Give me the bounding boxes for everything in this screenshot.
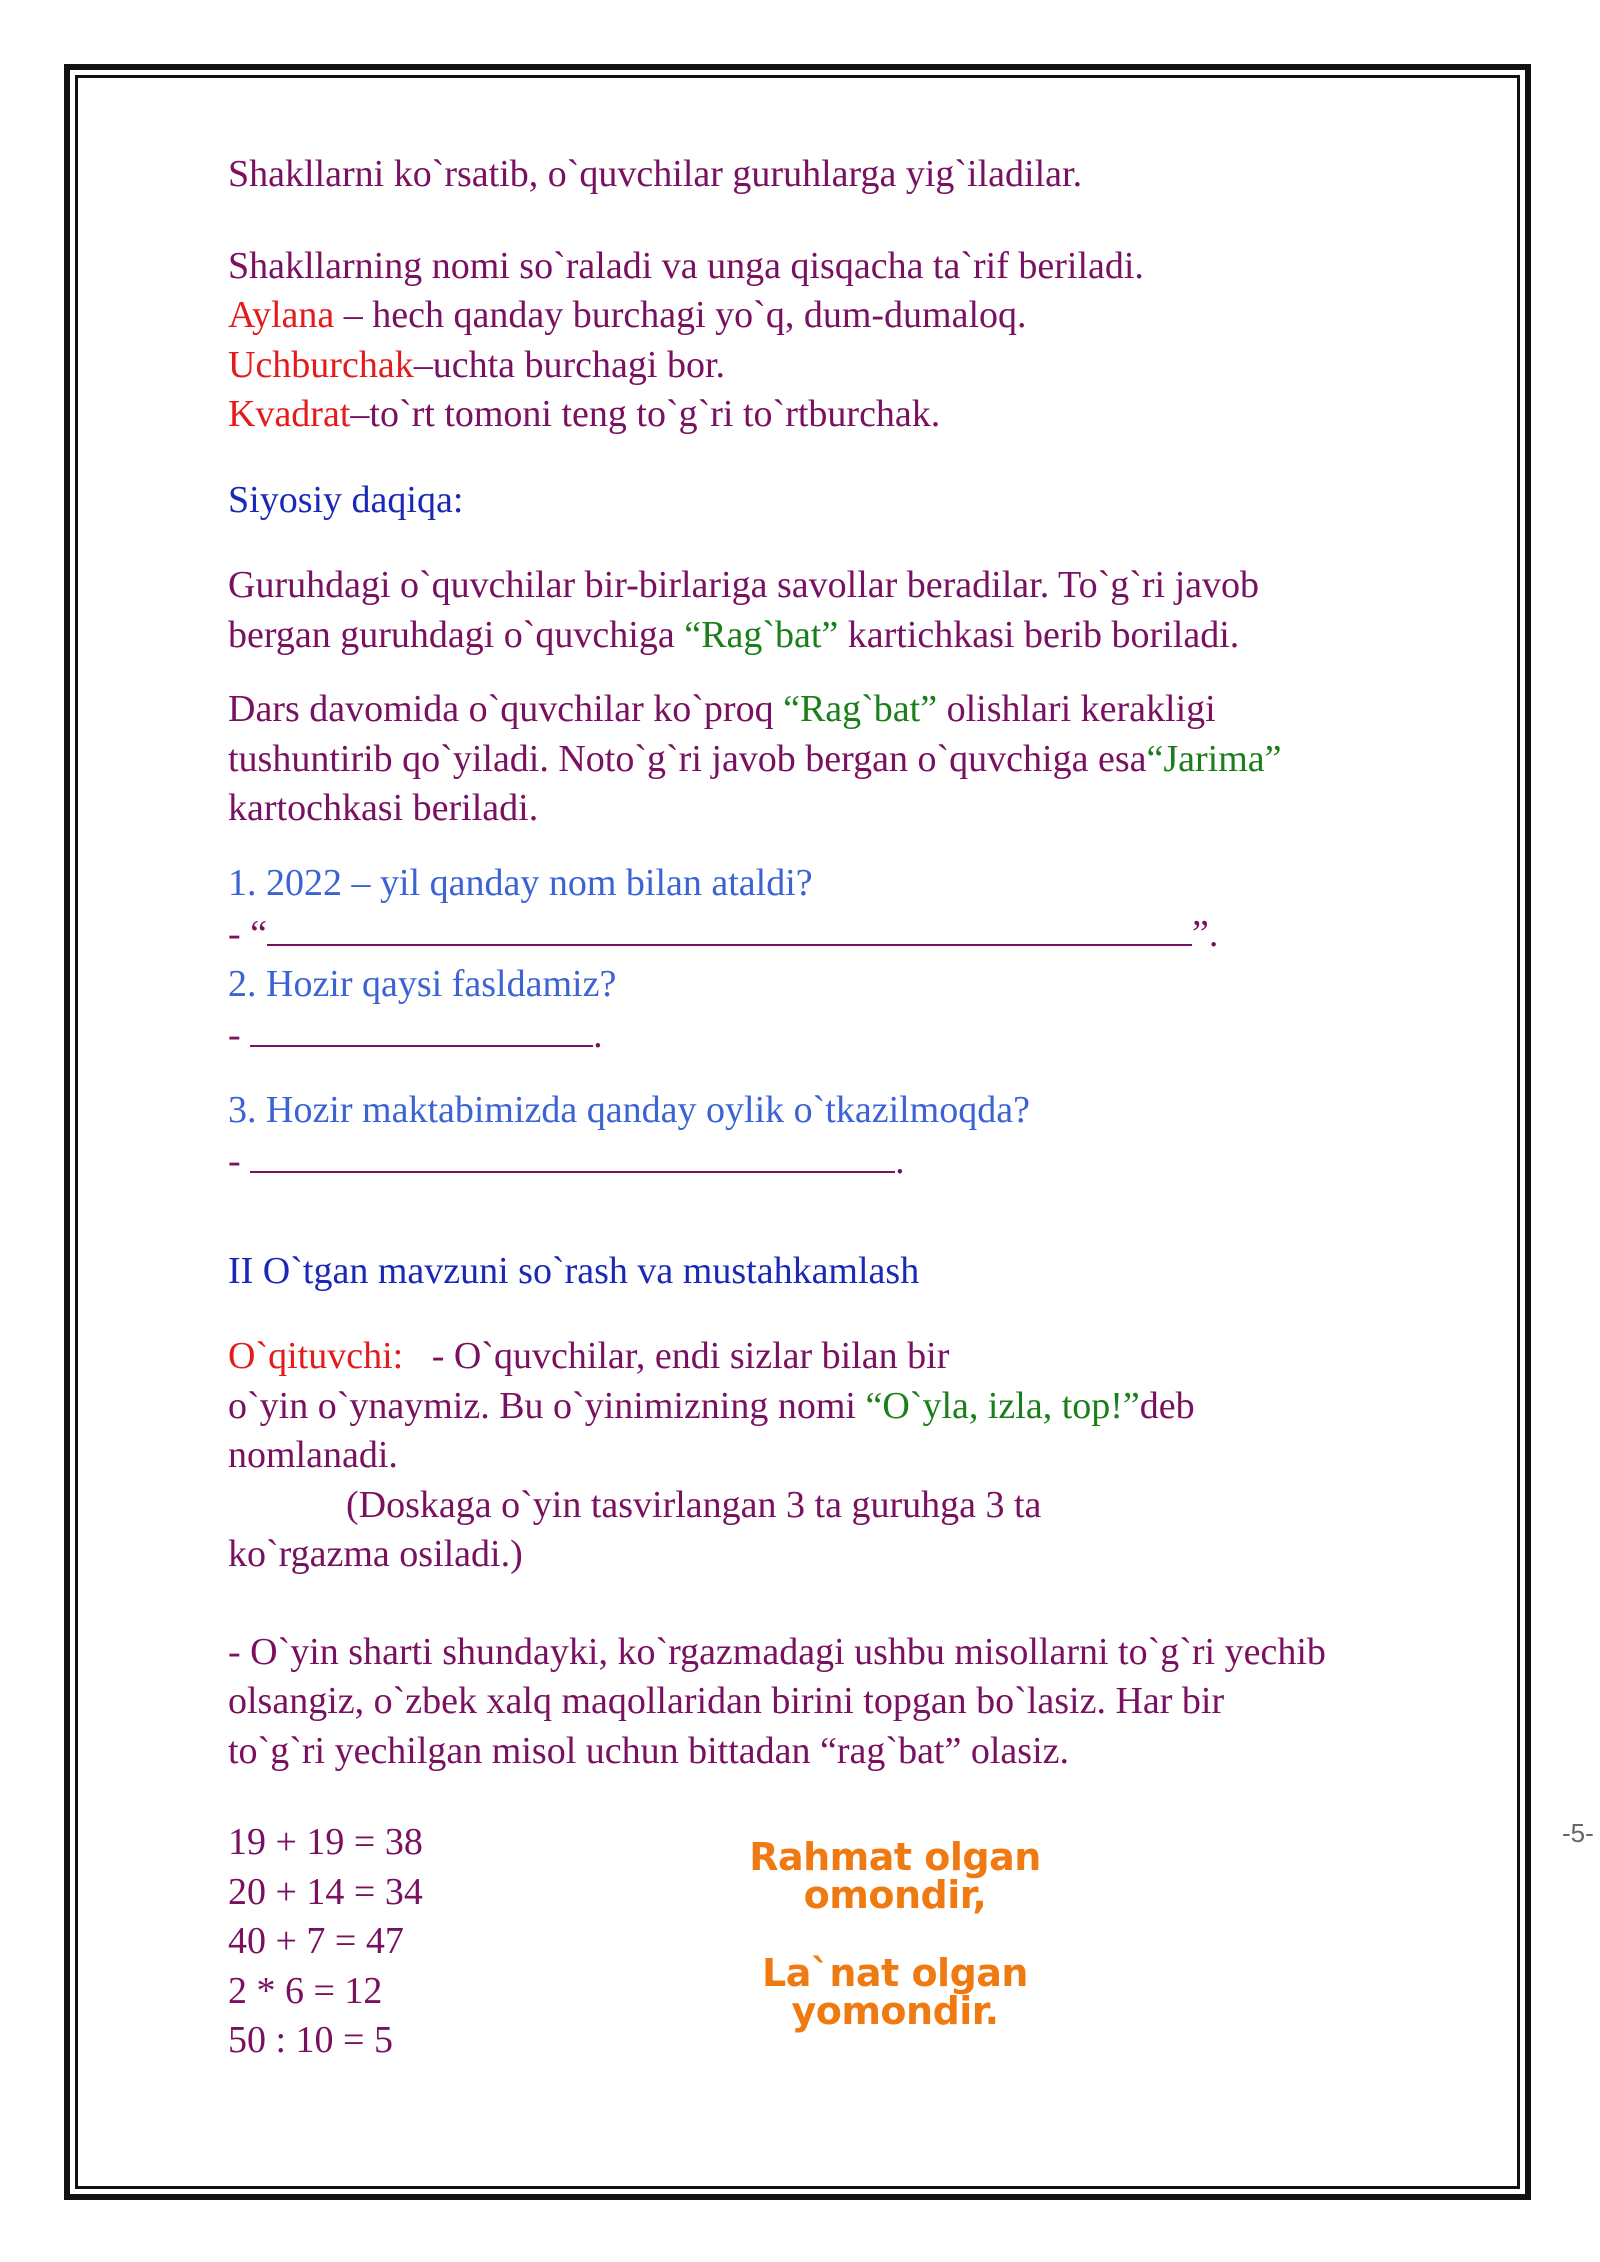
- answer-blank[interactable]: [250, 1135, 895, 1173]
- teacher-line5: ko`rgazma osiladi.): [228, 1533, 523, 1575]
- teacher-line3: nomlanadi.: [228, 1434, 398, 1476]
- proverb-line: omondir,: [803, 1873, 987, 1917]
- answer-line-3: [228, 1135, 1528, 1187]
- shape-term: Kvadrat: [228, 393, 351, 435]
- math-item: 40 + 7 = 47: [228, 1920, 404, 1962]
- examples-area: [228, 1818, 1528, 2218]
- proverb-line: yomondir.: [791, 1989, 999, 2033]
- math-item: 50 : 10 = 5: [228, 2019, 393, 2061]
- shape-item-aylana: [228, 291, 1528, 341]
- math-list: [228, 1818, 423, 2066]
- rules-line2: olsangiz, o`zbek xalq maqollaridan birini topgan bo`lasiz. Har bir: [228, 1680, 1225, 1722]
- intro-text: Shakllarni ko`rsatib, o`quvchilar guruhlarga yig`iladilar.: [228, 153, 1083, 195]
- text-segment: o`yin o`ynaymiz. Bu o`yinimizning nomi: [228, 1384, 866, 1427]
- para2-line3: kartochkasi beriladi.: [228, 787, 539, 829]
- shape-term: Uchburchak: [228, 343, 414, 386]
- shape-term: Aylana: [228, 294, 335, 336]
- answer-blank[interactable]: [267, 908, 1192, 946]
- question-2: 2. Hozir qaysi fasldamiz?: [228, 962, 617, 1005]
- text-segment: Dars davomida o`quvchilar ko`proq: [228, 688, 784, 730]
- rules-line1: - O`yin sharti shundayki, ko`rgazmadagi ushbu misollarni to`g`ri yechib: [228, 1630, 1326, 1673]
- text-segment: - O`quvchilar, endi sizlar bilan bir: [403, 1335, 950, 1377]
- answer-suffix: .: [895, 1140, 905, 1182]
- answer-prefix: -: [228, 1014, 251, 1056]
- para1-line1: Guruhdagi o`quvchilar bir-birlariga savollar beradilar. To`g`ri javob: [228, 564, 1260, 606]
- text-segment: kartichkasi berib boriladi.: [838, 613, 1240, 656]
- answer-suffix: .: [593, 1014, 603, 1056]
- proverb-line: La`nat olgan: [762, 1951, 1028, 1995]
- game-name: “O`yla, izla, top!”: [865, 1384, 1140, 1427]
- text-segment: bergan guruhdagi o`quvchiga: [228, 613, 685, 656]
- proverb-line: Rahmat olgan: [749, 1835, 1041, 1879]
- shapes-heading: Shakllarning nomi so`raladi va unga qisqacha ta`rif beriladi.: [228, 244, 1144, 287]
- para2-line1: [228, 685, 1528, 735]
- rules-line3: to`g`ri yechilgan misol uchun bittadan “rag`bat” olasiz.: [228, 1729, 1069, 1772]
- section2-title: II O`tgan mavzuni so`rash va mustahkamlash: [228, 1249, 920, 1292]
- ragbat-term: “Rag`bat”: [684, 613, 839, 656]
- teacher-label: O`qituvchi:: [228, 1335, 404, 1377]
- math-item: 20 + 14 = 34: [228, 1870, 423, 1913]
- question-3: 3. Hozir maktabimizda qanday oylik o`tkazilmoqda?: [228, 1088, 1030, 1131]
- answer-blank[interactable]: [250, 1009, 593, 1047]
- math-item: 2 * 6 = 12: [228, 1969, 383, 2012]
- siyosiy-title: Siyosiy daqiqa:: [228, 478, 464, 521]
- proverb: [660, 1835, 1130, 2033]
- ragbat-term: “Rag`bat”: [783, 688, 938, 730]
- teacher-line4: (Doskaga o`yin tasvirlangan 3 ta guruhga 3 ta: [346, 1483, 1042, 1526]
- answer-prefix: - “: [228, 913, 268, 955]
- math-item: 19 + 19 = 38: [228, 1821, 423, 1863]
- answer-line-1: [228, 908, 1528, 960]
- shape-item-kvadrat: [228, 390, 1528, 440]
- teacher-line1: [228, 1332, 1528, 1382]
- shape-desc: – hech qanday burchagi yo`q, dum-dumaloq.: [334, 294, 1027, 336]
- jarima-term: “Jarima”: [1146, 737, 1282, 780]
- answer-line-2: [228, 1009, 1528, 1061]
- document-body: [228, 150, 1528, 2218]
- text-segment: tushuntirib qo`yiladi. Noto`g`ri javob bergan o`quvchiga esa: [228, 737, 1147, 780]
- answer-prefix: -: [228, 1140, 251, 1182]
- para2-line2: [228, 735, 1528, 785]
- text-segment: deb: [1139, 1384, 1195, 1427]
- teacher-line2: [228, 1382, 1528, 1432]
- shape-item-uchburchak: [228, 341, 1528, 391]
- question-1: 1. 2022 – yil qanday nom bilan ataldi?: [228, 861, 813, 904]
- shape-desc: –to`rt tomoni teng to`g`ri to`rtburchak.: [350, 393, 941, 435]
- page-number: -5-: [1562, 1818, 1594, 1848]
- para1-line2: [228, 611, 1528, 661]
- shape-desc: –uchta burchagi bor.: [413, 343, 725, 386]
- answer-suffix: ”.: [1192, 913, 1219, 955]
- text-segment: olishlari kerakligi: [937, 688, 1216, 730]
